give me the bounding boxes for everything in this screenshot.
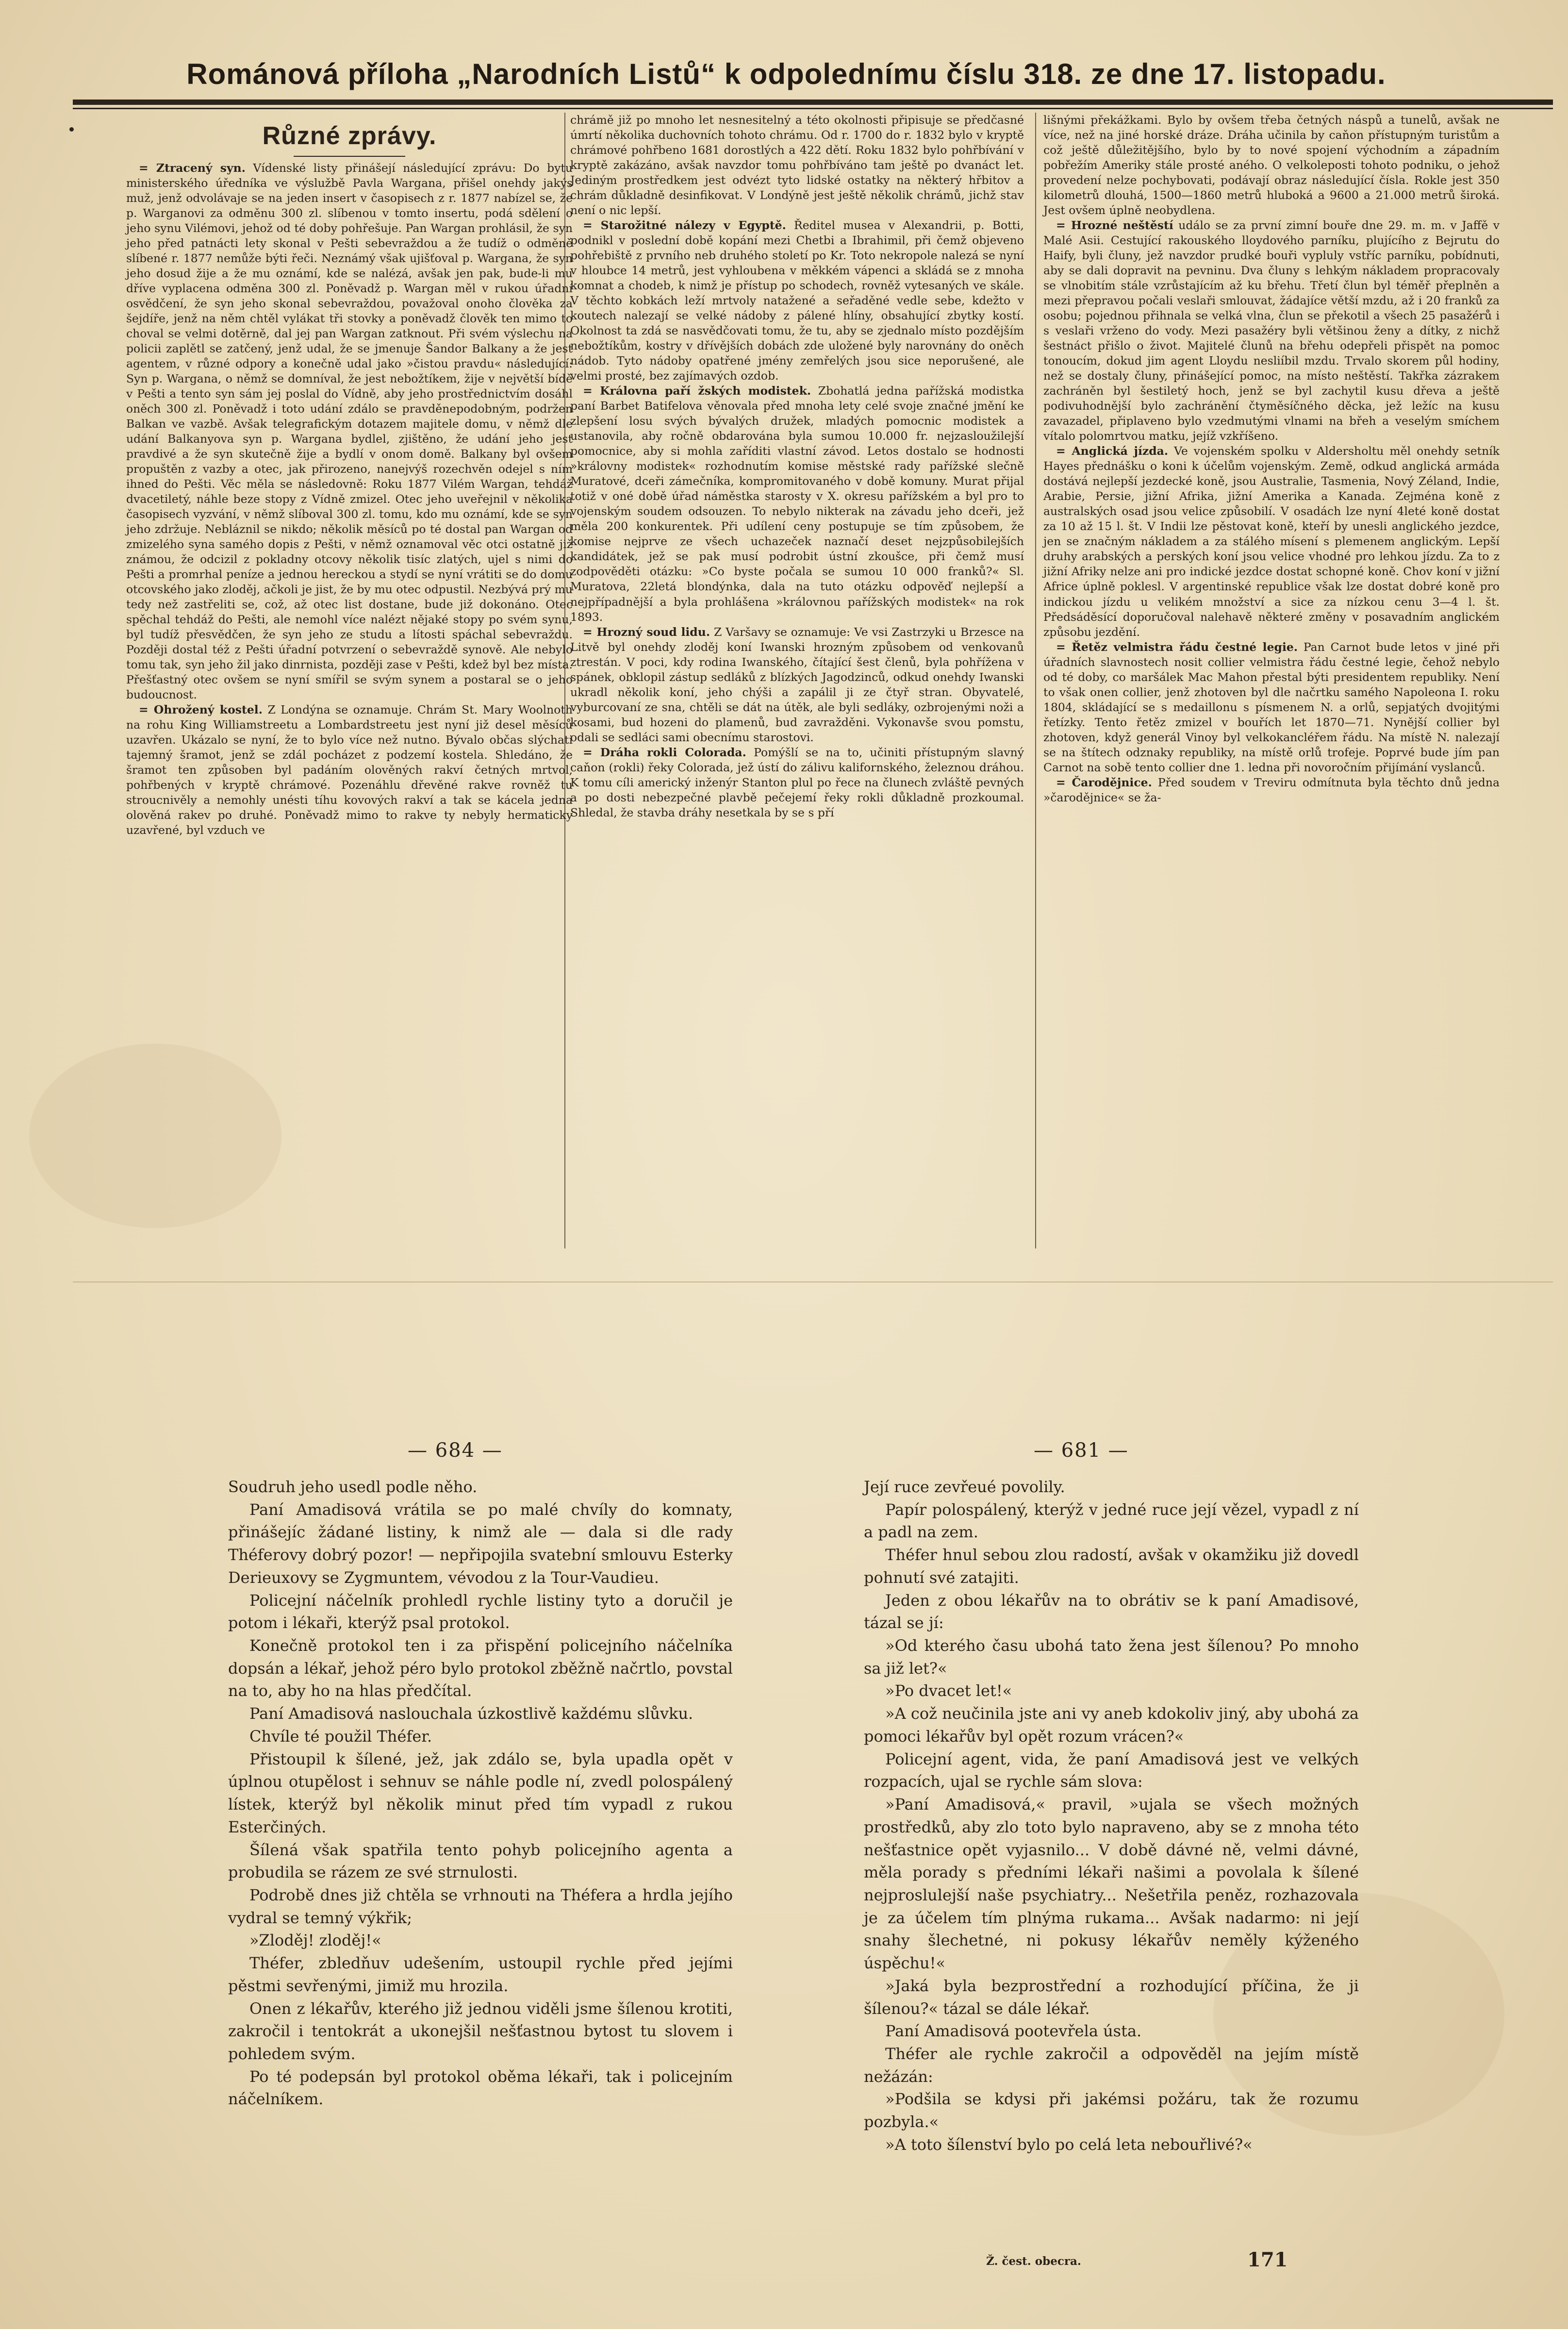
article-text: chrámě již po mnoho let nesnesitelný a této okolnosti připisuje se předčasné úmrtí několika duchovních tohoto chrámu. Od r. 1700 do r. 1832 bylo v kryptě chrámové pohřbeno 1681 dorostlých a 422 dětí. Roku 1832 bylo pohřbívání v kryptě zakázáno, avšak navzdor tomu pohřbíváno tam ještě po dvanáct let. Jediným prostředkem jest odvézt tyto lidské ostatky na některý hřbitov a chrám důkladně desinfikovat. V Londýně jest ještě několik chrámů, jichž stav není o nic lepší. bbox=[570, 113, 1024, 217]
article-text: Vídenské listy přinášejí následující zprávu: Do bytu ministerského úředníka ve výslužbě Pavla Wargana, přišel onehdy jakýs muž, jenž odvolávaje se na jeden insert v časopisech z r. 1877 nabízel se, že p. Warganovi za odměnu 300 zl. slíbenou v tomto insertu, podá sdělení o jeho synu Vilémovi, jehož od té doby pohřešuje. Pan Wargan prohlásil, že syn jeho před patnácti lety skonal v Pešti sebevraždou a že tudíž o odměně slíbené r. 1877 nemůže býti řeči. Neznámý však ujišťoval p. Wargana, že syn jeho dosud žije a že mu oznámí, kde se nalézá, avšak jen pak, bude-li mu dříve vyplacena odměna 300 zl. Poněvadž p. Wargan měl v rukou úřadní osvědčení, že syn jeho skonal sebevraždou, považoval onoho člověka za šejdíře, jenž na něm chtěl vylákat tři stovky a poněvadž člověk ten mimo to choval se velmi dotěrně, dal jej pan Wargan zatknout. Při svém výslechu na policii zaplětl se zatčený, jenž udal, že se jmenuje Šandor Balkany a že jest agentem, v různé odpory a konečně udal jako »čistou pravdu« následující: Syn p. Wargana, o němž se domníval, že jest nebožtíkem, žije v největší bídě v Pešti a tento syn sám jej poslal do Vídně, aby jeho prostřednictvím dosáhl oněch 300 zl. Poněvadž i toto udání zdálo se pravděnepodobným, podržen Balkan ve vazbě. Avšak telegrafickým dotazem majitele domu, v němž dle udání Balkanyova syn p. Wargana bydlel, zjištěno, že udání jeho jest pravdivé a že syn skutečně žije a bydlí v onom domě. Balkany byl ovšem propuštěn z vazby a otec, jak přirozeno, nanejvýš rozechvěn odejel s ním ihned do Pešti. Věc měla se následovně: Roku 1877 Vilém Wargan, tehdáž dvacetiletý, náhle beze stopy z Vídně zmizel. Otec jeho uveřejnil v několika časopisech vyzvání, v němž slíboval 300 zl. tomu, kdo mu oznámí, kde se syn jeho zdržuje. Nebláznil se nikdo; několik měsíců po té dostal pan Wargan od zmizelého syna samého dopis z Pešti, v němž oznamoval věc otci ostatně již známou, že odcizil z pokladny otcovy několik tisíc zlatých, ujel s nimi do Pešti a promrhal peníze a jednou hereckou a stydí se nyní vrátiti se do domu otcovského jako zloděj, ačkoli je jist, že by mu otec odpustil. Nezbývá prý mu tedy než zastřeliti se, což, až otec list dostane, bude již dokonáno. Otec spěchal tehdáž do Pešti, ale nemohl více nalézt nějaké stopy po svém synu, byl tudíž přesvědčen, že syn jeho ze studu a lítosti spáchal sebevraždu. Později dostal též z Pešti úřadní potvrzení o sebevraždě synově. Ale nebylo tomu tak, syn jeho žil jako dinrnista, později zase v Pešti, kdež byl bez místa. Přešťastný otec ovšem se nyní smířil se svým synem a postaral se o jeho budoucnost. bbox=[126, 161, 573, 702]
article-text: Ve vojenském spolku v Aldersholtu měl onehdy setník Hayes přednášku o koni k účelům vojenským. Země, odkud anglická armáda dostává nejlepší jezdecké koně, jsou Australie, Tasmenia, Nový Zéland, Indie, Arabie, Persie, jižní Afrika, jižní Amerika a Kanada. Zejména koně z australských osad jsou velice způsobilí. V osadách lze nyní 4leté koně dostat za 10 až 15 l. št. V Indii lze pěstovat koně, kteří by unesli anglického jezdce, jen se značným nákladem a za stálého mísení s plemenem anglickým. Lepší druhy arabských a perských koní jsou velice vhodné pro lehkou jízdu. Za to z jižní Afriky nelze ani pro indické jezdce dostat schopné koně. Chov koní v jižní Africe úplně poklesl. V argentinské republice však lze dostat dobré koně pro indickou jízdu u velikém množství a sice za nízkou cenu 3—4 l. št. Předsáděsící doporučoval nalehavě některé změny v posavadním anglickém způsobu jezdění. bbox=[1043, 444, 1500, 639]
paper-stain bbox=[29, 1044, 281, 1228]
footer-page-number: 171 bbox=[1247, 2248, 1288, 2271]
article-headline: = Čarodějnice. bbox=[1056, 775, 1152, 789]
novel-paragraph: Paní Amadisová naslouchala úzkostlivě každému slůvku. bbox=[249, 1704, 693, 1723]
article-headline: = Hrozný soud lidu. bbox=[583, 625, 710, 639]
column-2-articles bbox=[570, 113, 1024, 820]
article-paragraph bbox=[126, 702, 573, 838]
article-headline: = Starožitné nálezy v Egyptě. bbox=[583, 218, 786, 233]
article-paragraph bbox=[126, 161, 573, 703]
article-text: Pomýšlí se na to, učiniti přístupným slavný caňon (rokli) řeky Colorada, jež ústí do zálivu kalifornského, železnou dráhou. K tomu cíli americký inženýr Stanton plul po řece na člunech zvláště pevných a po dosti nebezpečné plavbě pečejemí řeky rokli důkladně prozkoumal. Shledal, že stavba dráhy nesetkala by se s pří bbox=[570, 745, 1024, 819]
article-headline: = Řetěz velmistra řádu čestné legie. bbox=[1056, 640, 1298, 654]
article-paragraph bbox=[570, 113, 1024, 218]
novel-paragraph: Jeden z obou lékařův na to obrátiv se k paní Amadisové, tázal se jí: bbox=[864, 1591, 1359, 1632]
novel-paragraph: Onen z lékařův, kterého již jednou viděli jsme šílenou krotiti, zakročil i tentokrát a ukonejšil nešťastnou bytost tu slovem i pohledem svým. bbox=[228, 1999, 733, 2063]
column-1-articles bbox=[126, 161, 573, 838]
article-text: Před soudem v Treviru odmítnuta byla těchto dnů jedna »čarodějnice« se ža- bbox=[1043, 775, 1500, 804]
article-text: Zbohatlá jedna pařížská modistka paní Barbet Batifelova věnovala před mnoha lety celé svoje značné jmění ke zlepšení losu svých bývalých družek, mladých pomocnic modistek a ustanovila, aby ročně obdarována byla sumou 10.000 fr. nejzasloužilejší pomocnice, aby si mohla zaříditi vlastní závod. Letos dostalo se hodnosti »královny modistek« rozhodnutím komise městské rady pařížské slečně Muratové, dceři zámečníka, kompromitovaného v době komuny. Murat přijal totiž v oné době úřad náměstka starosty v X. okresu pařížském a byl pro to vojenským soudem odsouzen. To nebylo nikterak na závadu jeho dceři, jež měla 200 konkurentek. Při udílení ceny postupuje se tím způsobem, že komise nejprve ze všech uchazeček naznačí deset nejzpůsobilejších kandidátek, jež se pak musí podrobit ústní zkoušce, při čemž musí zodpověděti otázku: »Co byste počala se sumou 10 000 franků?« Sl. Muratova, 22letá blondýnka, dala na tuto otázku odpověď nejlepší a nejpřípadnější a byla prohlášena »královnou pařížských modistek« na rok 1893. bbox=[570, 384, 1024, 624]
section-title: Různé zprávy. bbox=[262, 122, 437, 150]
novel-paragraph: »Paní Amadisová,« pravil, »ujala se všech možných prostředků, aby zlo toto bylo napraveno, aby se z mnoha této nešťastnice opět vyjasnilo... V době dávné ně, velmi dávné, měla porady s předními lékaři našimi a povolala k šílené nejproslulejší naše psychiatry... Nešetřila peněz, rozhazovala je za účelem tím plnýma rukama... Avšak nadarmo: ni její snahy šlechetné, ni pokusy lékařův neměly kýženého úspěchu!« bbox=[864, 1795, 1359, 1973]
novel-paragraph: Její ruce zevřeué povolily. bbox=[864, 1478, 1065, 1496]
section-title-rule bbox=[294, 156, 405, 157]
header-rule-thick bbox=[73, 100, 1553, 105]
article-headline: = Dráha rokli Colorada. bbox=[583, 745, 746, 759]
novel-paragraph: Soudruh jeho usedl podle něho. bbox=[228, 1478, 478, 1496]
article-paragraph bbox=[570, 625, 1024, 745]
novel-paragraph: Po té podepsán byl protokol oběma lékaři, tak i policejním náčelníkem. bbox=[228, 2067, 733, 2109]
page-number-left: — 684 — bbox=[408, 1439, 503, 1462]
novel-page-left bbox=[228, 1476, 733, 2111]
novel-paragraph: Chvíle té použil Théfer. bbox=[249, 1727, 432, 1746]
article-paragraph bbox=[1043, 113, 1500, 218]
page-header-title: Románová příloha „Narodních Listů“ k odpolednímu číslu 318. ze dne 17. listopadu. bbox=[186, 58, 1386, 90]
article-text: Ředitel musea v Alexandrii, p. Botti, podnikl v poslední době kopání mezi Chetbi a Ibrahimil, při čemž objeveno pohřebiště z prvního neb druhého století po Kr. Toto nekropole nalezá se nyní v hloubce 14 metrů, jest vyhloubena v měkkém vápenci a skládá se z mnoha komnat a chodeb, k nimž je přístup po schodech, rovněž vytesaných ve skále. V těchto kobkách leží mrtvoly natažené a seřaděné vedle sebe, kdežto v koutech nalezají se velké nádoby z pálené hlíny, obsahující zbytky kostí. Okolnost ta zdá se nasvědčovati tomu, že tu, aby se zjednalo místo pozdějším nebožtíkům, kostry v dřívějších dobách zde uložené byly narovnány do oněch nádob. Tyto nádoby opatřené jmény zemřelých jsou sice neporušené, ale velmi prosté, bez zajímavých ozdob. bbox=[570, 218, 1024, 383]
novel-paragraph: Paní Amadisová vrátila se po malé chvíly do komnaty, přinášejíc žádané listiny, k nimž ale — dala si dle rady Théferovy dobrý pozor! — nepřipojila svatební smlouvu Esterky Derieuxovy se Zygmuntem, vévodou z la Tour-Vaudieu. bbox=[228, 1500, 733, 1587]
article-paragraph bbox=[1043, 775, 1500, 805]
column-divider bbox=[1035, 113, 1036, 1248]
novel-paragraph: Konečně protokol ten i za přispění policejního náčelníka dopsán a lékař, jehož péro bylo protokol zběžně načrtlo, povstal na to, aby ho na hlas předčítal. bbox=[228, 1636, 733, 1700]
article-paragraph bbox=[570, 745, 1024, 820]
article-column-2 bbox=[570, 113, 1024, 820]
article-column-3 bbox=[1043, 113, 1500, 805]
article-headline: = Ohrožený kostel. bbox=[139, 703, 263, 717]
article-text: lišnými překážkami. Bylo by ovšem třeba četných náspů a tunelů, avšak ne více, než na jiné horské dráze. Dráha učinila by caňon přístupným turistům a což ještě důležitějšího, bylo by to nové spojení východním a západním pobřežím Ameriky stále prosté aného. O velkoleposti tohoto podniku, o jehož provedení nelze pochybovati, podávají obraz následující čísla. Rokle jest 350 kilometrů dlouhá, 1500—1860 metrů hluboká a 9600 a 21.000 metrů široká. Jest ovšem úplně neobydlena. bbox=[1043, 113, 1500, 217]
novel-page-right bbox=[864, 1476, 1359, 2156]
article-headline: = Anglická jízda. bbox=[1056, 444, 1169, 458]
article-paragraph bbox=[570, 218, 1024, 383]
novel-paragraph: Přistoupil k šílené, jež, jak zdálo se, byla upadla opět v úplnou otupělost i sehnuv se náhle podle ní, zvedl polospálený lístek, kterýž byl několik minut před tím vypadl z rukou Esterčiných. bbox=[228, 1749, 733, 1836]
article-column-1 bbox=[126, 116, 573, 838]
novel-paragraph: Théfer, zbledňuv udešením, ustoupil rychle před jejími pěstmi sevřenými, jimiž mu hrozila. bbox=[228, 1954, 733, 1995]
novel-paragraph: Théfer ale rychle zakročil a odpověděl na jejím místě nežázán: bbox=[864, 2044, 1359, 2086]
article-paragraph bbox=[1043, 640, 1500, 775]
margin-mark bbox=[69, 127, 74, 132]
novel-paragraph: Šílená však spatřila tento pohyb policejního agenta a probudila se rázem ze své strnulosti. bbox=[228, 1840, 733, 1882]
article-headline: = Královna paří žských modistek. bbox=[583, 384, 811, 398]
footer-signature: Ž. čest. obecra. bbox=[986, 2255, 1081, 2268]
novel-paragraph: Paní Amadisová pootevřela ústa. bbox=[885, 2022, 1142, 2041]
novel-paragraph: Policejní agent, vida, že paní Amadisová jest ve velkých rozpacích, ujal se rychle sám slova: bbox=[864, 1749, 1359, 1791]
novel-paragraph: »A což neučinila jste ani vy aneb kdokoliv jiný, aby ubohá za pomoci lékařův byl opět rozum vrácen?« bbox=[864, 1704, 1359, 1746]
article-paragraph bbox=[1043, 218, 1500, 444]
novel-paragraph: »Zloděj! zloděj!« bbox=[249, 1931, 381, 1950]
novel-paragraph: »Po dvacet let!« bbox=[885, 1681, 1012, 1700]
article-headline: = Hrozné neštěstí bbox=[1056, 218, 1173, 233]
column-3-articles bbox=[1043, 113, 1500, 805]
novel-paragraph: »A toto šílenství bylo po celá leta nebouřlivé?« bbox=[885, 2135, 1253, 2154]
novel-paragraph: Policejní náčelník prohledl rychle listiny tyto a doručil je potom i lékaři, kterýž psal protokol. bbox=[228, 1591, 733, 1632]
page-number-right: — 681 — bbox=[1034, 1439, 1129, 1462]
novel-paragraph: Podrobě dnes již chtěla se vrhnouti na Théfera a hrdla jejího vydral se temný výkřik; bbox=[228, 1885, 733, 1927]
novel-paragraph: Théfer hnul sebou zlou radostí, avšak v okamžiku již dovedl pohnutí své zatajiti. bbox=[864, 1546, 1359, 1587]
article-paragraph bbox=[1043, 444, 1500, 639]
article-text: událo se za první zimní bouře dne 29. m. m. v Jaffě v Malé Asii. Cestující rakouského lloydového parníku, plujícího z Bejrutu do Haify, byli čluny, jež navzdor prudké bouři vypluly vstříc parníku, pobídnuti, aby se dali dopravit na pevninu. Dva čluny s lehkým nákladem propracovaly se vlnobitím stále vzrůstajícím až ku břehu. Třetí člun byl téměř přeplněn a mezi přepravou počali veslaři smlouvat, žádajíce větší mzdu, až i 20 franků za osobu; pojednou přihnala se velká vlna, člun se překotil a všech 25 pasažérů i s veslaři vrženo do vody. Mezi pasažéry byli většinou ženy a dítky, z nichž šestnáct přišlo o život. Majitelé člunů na břehu odepřeli přispět na pomoc tonoucím, dokud jim agent Lloydu nesliíbil mzdu. Trvalo skorem půl hodiny, než se dostaly čluny, přinášející pomoc, na místo neštěstí. Takřka zázrakem zachráněn byl šestiletý hoch, jenž se byl zachytil kusu dřeva a ještě podivuhodnější bylo zachránění čtyměsíčného děcka, jež ležíc na kusu zavazadel, připlaveno bylo vzedmutými vlnami na břeh a veselým smíchem vítalo polomrtvou matku, jejíž vzkříšeno. bbox=[1043, 218, 1500, 443]
article-headline: = Ztracený syn. bbox=[139, 161, 246, 175]
page-fold-line bbox=[73, 1281, 1553, 1282]
header-rule-thin bbox=[73, 108, 1553, 109]
novel-paragraph: Papír polospálený, kterýž v jedné ruce její vězel, vypadl z ní a padl na zem. bbox=[864, 1500, 1359, 1542]
article-text: Z Varšavy se oznamuje: Ve vsi Zastrzyki u Brzesce na Litvě byl onehdy zloděj koní Iwanski hrozným způsobem od venkovanů ztrestán. V poci, kdy rodina Iwanského, čítající šest členů, byla pohřížena v spánek, obklopil zástup sedláků z blízkých Jagodzinců, odkud onehdy Iwanski ukradl několik koní, jeho chýši a zapálil ji ze čtyř stran. Obyvatelé, vyburcovaní ze sna, chtěli se dát na útěk, ale byli sedláky, ozbrojenými noži a kosami, bud hozeni do plamenů, bud zavražděni. Vykonavše svou pomstu, odali se sedláci sami obecnímu starostovi. bbox=[570, 625, 1024, 744]
article-text: Pan Carnot bude letos v jiné při úřadních slavnostech nosit collier velmistra řádu čestné legie, čehož nebylo od té doby, co maršálek Mac Mahon přestal býti presidentem republiky. Není to však onen collier, jenž zhotoven byl dle načrtku samého Napoleona I. roku 1804, skládající se s medaillonu s písmenem N. a orlů, sepjatých dvojitými řetízky. Tento řetěz zmizel v bouřích let 1870—71. Nynější collier byl zhotoven, když generál Vinoy byl velkokancléřem řádu. Na místě N. nalezají se na štítech odznaky republiky, na místě orlů trofeje. Poprvé bude jím pan Carnot na sobě tento collier dne 1. ledna při novoročním přijímání vyslanců. bbox=[1043, 640, 1500, 774]
novel-paragraph: »Od kterého času ubohá tato žena jest šílenou? Po mnoho sa již let?« bbox=[864, 1636, 1359, 1678]
novel-paragraph: »Jaká byla bezprostřední a rozhodující příčina, že ji šílenou?« tázal se dále lékař. bbox=[864, 1976, 1359, 2018]
article-text: Z Londýna se oznamuje. Chrám St. Mary Woolnoth na rohu King Williamstreetu a Lombardstreetu jest nyní již desel měsíců uzavřen. Ukázalo se nyní, že to bylo více než nutno. Bývalo občas slýchati tajemný šramot, jenž se zdál pocházet z podzemí kostela. Shledáno, že šramot ten způsoben byl padáním olověných rakví četných mrtvol, pohřbených v kryptě chrámové. Pozenáhlu dřevěné rakve rovněž tu stroucnivěly a nemohly unésti tíhu kovových rakví a tak se kácela jedna olověná rakev po druhé. Poněvadž mimo to rakve ty nebyly hermaticky uzavřené, byl vzduch ve bbox=[126, 703, 573, 837]
novel-paragraph: »Podšila se kdysi při jakémsi požáru, tak že rozumu pozbyla.« bbox=[864, 2090, 1359, 2131]
article-paragraph bbox=[570, 383, 1024, 624]
